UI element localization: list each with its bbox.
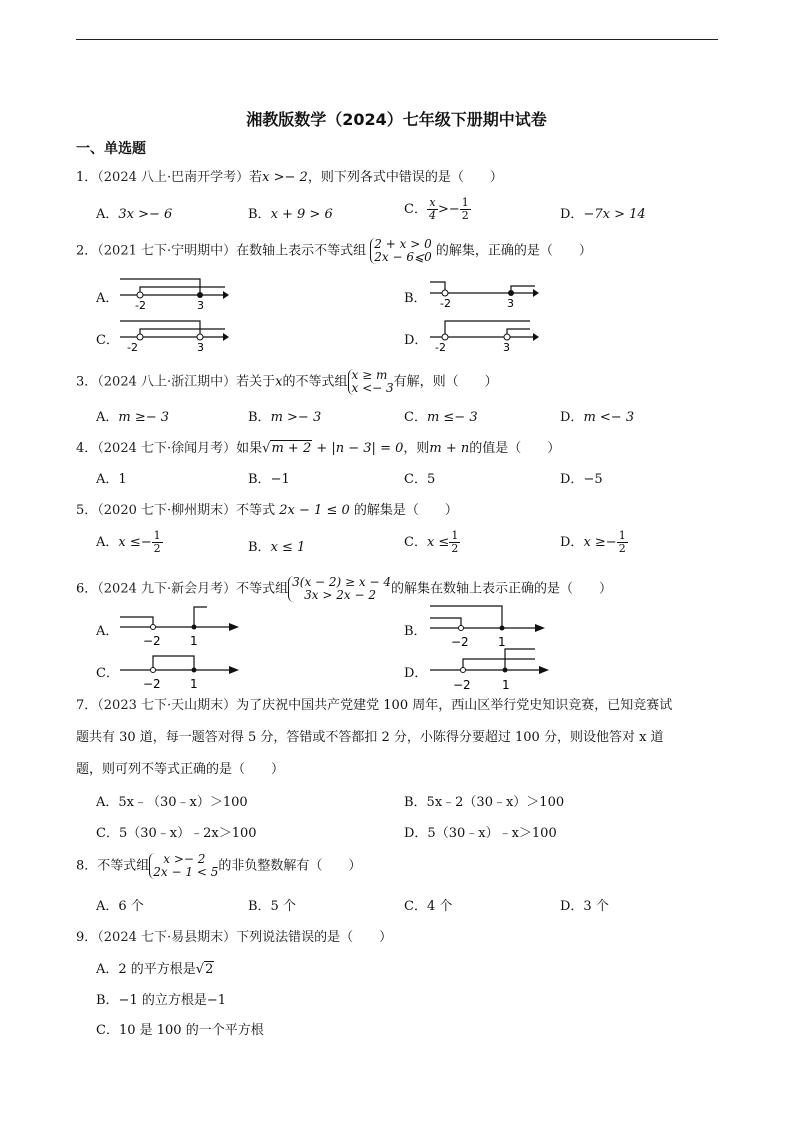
- fraction: [617, 530, 628, 555]
- question-text: ，则下列各式中错误的是（ ）: [307, 170, 503, 185]
- option-a[interactable]: [96, 406, 169, 425]
- question-number: 7．: [76, 698, 98, 713]
- question-text: 有解，则（ ）: [393, 374, 498, 390]
- tick-label: 1: [502, 678, 510, 692]
- solution-bracket: [140, 329, 225, 337]
- tick-label: -2: [440, 297, 451, 310]
- option-text: A．2 的平方根是: [96, 962, 196, 977]
- sqrt-radicand: m + 2: [271, 441, 312, 456]
- question-number: 1．: [76, 170, 98, 185]
- math-expr: m + n: [429, 441, 470, 456]
- system-line: x <− 3: [351, 381, 394, 395]
- option-text: >−: [437, 202, 460, 217]
- question-number: 5．: [76, 503, 98, 518]
- option-a[interactable]: [96, 203, 172, 222]
- option-text: x ≥−: [583, 535, 617, 550]
- question-number: 6．: [76, 581, 98, 597]
- option-label: D．: [560, 472, 584, 487]
- tick-label: −2: [143, 677, 161, 691]
- option-d[interactable]: D．3 个: [560, 899, 609, 914]
- question-source: （2024 八上·浙江期中）: [97, 374, 237, 390]
- option-label: A．: [96, 410, 119, 425]
- option-label: B．: [248, 207, 271, 222]
- option-text: 1: [118, 472, 127, 487]
- inequality-system: [288, 576, 391, 602]
- option-d-label[interactable]: D．: [404, 666, 428, 681]
- option-b[interactable]: B．5 个: [248, 899, 296, 914]
- open-point: [459, 626, 464, 631]
- question-text: 若关于: [236, 374, 276, 390]
- question-3: [76, 369, 498, 395]
- question-1: [76, 166, 503, 185]
- open-point: [442, 334, 448, 340]
- number-line-a[interactable]: [115, 605, 245, 655]
- question-number: 2．: [76, 243, 98, 259]
- option-c[interactable]: C．10 是 100 的一个平方根: [96, 1023, 264, 1038]
- fraction: [449, 530, 460, 555]
- tick-label: 1: [498, 635, 506, 649]
- denominator: 2: [451, 542, 459, 555]
- tick-label: −2: [453, 678, 471, 692]
- denominator: 2: [461, 209, 469, 222]
- option-c-label[interactable]: C．: [96, 666, 119, 681]
- option-text: m >− 3: [270, 410, 322, 425]
- question-text: 的解集是（ ）: [349, 503, 458, 518]
- arrow-icon: [539, 666, 549, 674]
- tick-label: 3: [503, 341, 510, 354]
- tick-label: -2: [435, 341, 446, 354]
- tick-label: -2: [127, 341, 138, 354]
- option-label: D．: [560, 535, 584, 550]
- option-a[interactable]: A．6 个: [96, 899, 144, 914]
- question-text: 不等式组: [236, 581, 289, 597]
- denominator: 4: [428, 209, 436, 222]
- inequality-system: [370, 238, 431, 264]
- system-line: 2x − 6⩽0: [374, 250, 432, 264]
- tick-label: 1: [190, 677, 198, 691]
- option-a-label[interactable]: A．: [96, 291, 119, 306]
- open-point: [461, 668, 466, 673]
- option-c[interactable]: [404, 197, 471, 222]
- question-text: 若: [249, 170, 263, 185]
- question-text: 下列说法错误的是（ ）: [236, 930, 393, 945]
- numerator: 1: [451, 529, 459, 542]
- option-text: −7x > 14: [583, 207, 646, 222]
- question-8: [76, 853, 361, 879]
- arrow-icon: [535, 624, 545, 632]
- solution-bracket: [463, 659, 535, 670]
- option-label: D．: [560, 207, 584, 222]
- system-line: 3(x − 2) ≥ x − 4: [292, 575, 392, 589]
- number-line-b[interactable]: [425, 278, 540, 312]
- question-text: ，则: [403, 441, 430, 456]
- option-label: C．: [404, 472, 427, 487]
- option-c[interactable]: C．5（30﹣x）﹣2x＞100: [96, 826, 257, 841]
- question-text: 的解集在数轴上表示正确的是（ ）: [391, 581, 613, 597]
- tick-label: 1: [190, 634, 198, 648]
- option-label: B．: [248, 472, 271, 487]
- question-5: [76, 499, 458, 518]
- option-label: C．: [404, 202, 427, 217]
- option-d[interactable]: [560, 203, 646, 222]
- open-point: [197, 334, 203, 340]
- closed-point: [503, 668, 508, 673]
- option-label: A．: [96, 535, 119, 550]
- solution-bracket: [153, 656, 194, 670]
- option-c-label[interactable]: C．: [96, 333, 119, 348]
- option-c[interactable]: [404, 530, 460, 555]
- question-text: 的非负整数解有（ ）: [218, 858, 362, 874]
- option-text: 3x >− 6: [118, 207, 173, 222]
- open-point: [151, 668, 156, 673]
- option-label: D．: [560, 410, 584, 425]
- option-text: m ≤− 3: [426, 410, 478, 425]
- question-number: 4．: [76, 441, 98, 456]
- solution-bracket: [430, 618, 461, 628]
- option-a[interactable]: [96, 530, 163, 555]
- option-text: m ≥− 3: [118, 410, 170, 425]
- open-point: [137, 292, 143, 298]
- arrow-icon: [533, 289, 539, 297]
- numerator: 1: [618, 529, 626, 542]
- question-text: 的不等式组: [282, 374, 348, 390]
- option-text: m <− 3: [583, 410, 635, 425]
- question-number: 9．: [76, 930, 98, 945]
- solution-bracket: [511, 286, 535, 293]
- option-b[interactable]: [248, 536, 305, 555]
- open-point: [137, 334, 143, 340]
- option-c[interactable]: [404, 406, 478, 425]
- question-source: （2023 七下·天山期末）: [97, 698, 237, 713]
- math-expr: + |n − 3| = 0: [312, 441, 404, 456]
- solution-bracket: [140, 287, 225, 295]
- option-text: x + 9 > 6: [270, 207, 333, 222]
- question-text: 为了庆祝中国共产党建党 100 周年，西山区举行党史知识竞赛，已知竞赛试: [236, 698, 673, 713]
- question-source: （2024 七下·徐闻月考）: [97, 441, 237, 456]
- option-c[interactable]: [404, 468, 435, 487]
- tick-label: 3: [507, 297, 514, 310]
- fraction: [460, 197, 471, 222]
- option-text: x ≤: [426, 535, 450, 550]
- open-point: [504, 334, 510, 340]
- number-line-d[interactable]: [425, 317, 540, 355]
- option-d[interactable]: [560, 530, 628, 555]
- system-line: 3x > 2x − 2: [304, 588, 376, 602]
- option-d[interactable]: [560, 468, 603, 487]
- question-number: 8．: [76, 858, 98, 874]
- option-b-label[interactable]: B．: [404, 624, 427, 639]
- arrow-icon: [229, 623, 239, 631]
- numerator: x: [427, 197, 438, 210]
- system-line: 2x − 1 < 5: [153, 865, 219, 879]
- system-line: 2 + x > 0: [374, 237, 432, 251]
- option-b[interactable]: B．5x﹣2（30﹣x）＞100: [404, 795, 565, 810]
- system-line: x ≥ m: [351, 368, 388, 382]
- question-9: [76, 926, 392, 945]
- numerator: 1: [461, 196, 469, 209]
- question-6: [76, 576, 612, 602]
- option-d[interactable]: D．5（30﹣x）﹣x＞100: [404, 826, 557, 841]
- option-text: −1: [270, 472, 290, 487]
- number-line-c[interactable]: [115, 650, 245, 695]
- question-text: 题，则可列不等式正确的是（ ）: [76, 762, 285, 777]
- option-label: B．: [248, 540, 271, 555]
- question-2: [76, 238, 592, 264]
- option-b[interactable]: B．−1 的立方根是−1: [96, 993, 227, 1008]
- option-label: A．: [96, 207, 119, 222]
- denominator: 2: [618, 542, 626, 555]
- inequality-system: [149, 853, 218, 879]
- option-c[interactable]: C．4 个: [404, 899, 453, 914]
- arrow-icon: [223, 333, 229, 341]
- option-label: C．: [404, 410, 427, 425]
- arrow-icon: [533, 333, 539, 341]
- option-b[interactable]: [248, 468, 290, 487]
- question-text: 不等式组: [97, 858, 150, 874]
- option-text: x ≤ 1: [270, 540, 306, 555]
- option-a[interactable]: [96, 468, 127, 487]
- tick-label: −2: [451, 635, 469, 649]
- question-source: （2021 七下·宁明期中）: [97, 243, 237, 259]
- question-source: （2024 八上·巴南开学考）: [97, 170, 250, 185]
- question-text: 如果: [236, 441, 263, 456]
- option-b[interactable]: [248, 203, 333, 222]
- tick-label: 3: [197, 341, 204, 354]
- closed-point: [500, 626, 505, 631]
- question-text: 在数轴上表示不等式组: [236, 243, 367, 259]
- question-text: 不等式: [236, 503, 280, 518]
- arrow-icon: [229, 666, 239, 674]
- option-text: x ≤−: [118, 535, 152, 550]
- open-point: [151, 625, 156, 630]
- tick-label: 3: [197, 299, 204, 312]
- solution-bracket: [194, 607, 207, 627]
- denominator: 2: [153, 542, 161, 555]
- open-point: [442, 290, 448, 296]
- solution-bracket: [507, 329, 530, 337]
- option-a[interactable]: A．2 的平方根是√2: [96, 962, 214, 977]
- page-title: 湘教版数学（2024）七年级下册期中试卷: [246, 110, 547, 129]
- numerator: 1: [153, 529, 161, 542]
- option-a-label[interactable]: A．: [96, 624, 119, 639]
- question-4: 4．（2024 七下·徐闻月考）如果√m + 2 + |n − 3| = 0，则m + n的值是（ ）: [76, 441, 561, 456]
- tick-label: −2: [143, 634, 161, 648]
- question-source: （2020 七下·柳州期末）: [97, 503, 237, 518]
- question-source: （2024 九下·新会月考）: [97, 581, 237, 597]
- sqrt-radicand: 2: [205, 962, 214, 977]
- question-text: 题共有 30 道，每一题答对得 5 分，答错或不答都扣 2 分，小陈得分要超过 100 分，则设他答对 x 道: [76, 730, 664, 745]
- fraction: [152, 530, 163, 555]
- system-line: x >− 2: [163, 852, 206, 866]
- closed-point: [192, 625, 197, 630]
- closed-point: [192, 668, 197, 673]
- solution-bracket: [120, 617, 153, 627]
- option-b[interactable]: [248, 406, 321, 425]
- question-source: （2024 七下·易县期末）: [97, 930, 237, 945]
- closed-point: [197, 292, 203, 298]
- option-d[interactable]: [560, 406, 634, 425]
- question-7: [76, 690, 716, 786]
- arrow-icon: [223, 291, 229, 299]
- section-heading: 一、单选题: [76, 141, 146, 157]
- solution-bracket: [430, 606, 502, 628]
- math-expr: x >− 2: [262, 170, 308, 185]
- number-line-d[interactable]: [425, 645, 555, 695]
- fraction: [427, 197, 438, 222]
- tick-label: -2: [135, 299, 146, 312]
- header-rule: [76, 39, 718, 40]
- inequality-system: [348, 369, 394, 395]
- question-text: 的值是（ ）: [469, 441, 561, 456]
- option-a[interactable]: A．5x﹣（30﹣x）＞100: [96, 795, 248, 810]
- question-number: 3．: [76, 374, 98, 390]
- number-line-c[interactable]: [115, 317, 230, 355]
- option-b-label[interactable]: B．: [404, 291, 427, 306]
- math-var: x: [275, 374, 283, 390]
- option-label: B．: [248, 410, 271, 425]
- option-label: A．: [96, 472, 119, 487]
- option-text: 5: [426, 472, 436, 487]
- option-text: −5: [583, 472, 603, 487]
- option-label: C．: [404, 535, 427, 550]
- option-d-label[interactable]: D．: [404, 333, 428, 348]
- math-expr: 2x − 1 ≤ 0: [279, 503, 350, 518]
- closed-point: [508, 290, 514, 296]
- question-text: 的解集，正确的是（ ）: [435, 243, 592, 259]
